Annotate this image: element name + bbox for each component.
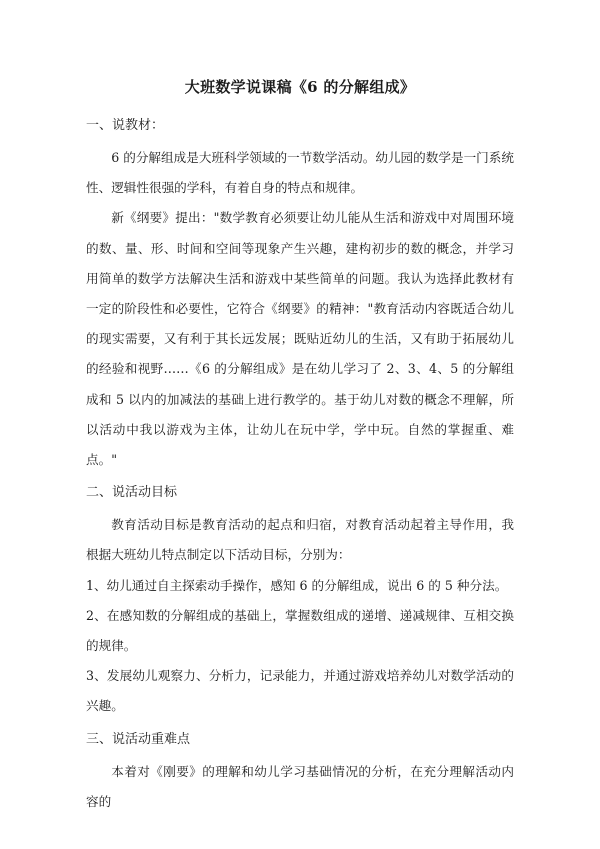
paragraph: 新《纲要》提出："数学教育必须要让幼儿能从生活和游戏中对周围环境的数、量、形、时间和空间等现象产生兴趣，建构初步的数的概念，并学习用简单的数学方法解决生活和游戏中某些简单的问题。我认为选择此教材有一定的阶段性和必要性，它符合《纲要》的精神："教育活动内容既适合幼儿的现实需要，又有利于其长远发展；既贴近幼儿的生活，又有助于拓展幼儿的经验和视野……《6 的分解组成》是在幼儿学习了 2、3、4、5 的分解组成和 5 以内的加减法的基础上进行教学的。基于幼儿对数的概念不理解，所以活动中我以游戏为主体，让幼儿在玩中学，学中玩。自然的掌握重、难点。"	[86, 210, 514, 468]
goal-item-3: 3、发展幼儿观察力、分析力，记录能力，并通过游戏培养幼儿对数学活动的兴趣。	[86, 668, 514, 714]
section-heading-key-difficulties: 三、说活动重难点	[86, 731, 191, 747]
paragraph: 6 的分解组成是大班科学领域的一节数学活动。幼儿园的数学是一门系统性、逻辑性很强的学科，有着自身的特点和规律。	[86, 150, 514, 196]
document-title: 大班数学说课稿《6 的分解组成》	[184, 78, 416, 96]
paragraph: 本着对《刚要》的理解和幼儿学习基础情况的分析，在充分理解活动内容的	[86, 763, 514, 809]
goal-item-1: 1、幼儿通过自主探索动手操作，感知 6 的分解组成，说出 6 的 5 种分法。	[86, 577, 508, 593]
section-heading-teaching-material: 一、说教材：	[86, 118, 165, 133]
section-heading-activity-goals: 二、说活动目标	[86, 485, 178, 501]
goal-item-2: 2、在感知数的分解组成的基础上，掌握数组成的递增、递减规律、互相交换的规律。	[86, 607, 514, 654]
paragraph: 教育活动目标是教育活动的起点和归宿，对教育活动起着主导作用，我根据大班幼儿特点制定以下活动目标，分别为：	[86, 517, 514, 563]
